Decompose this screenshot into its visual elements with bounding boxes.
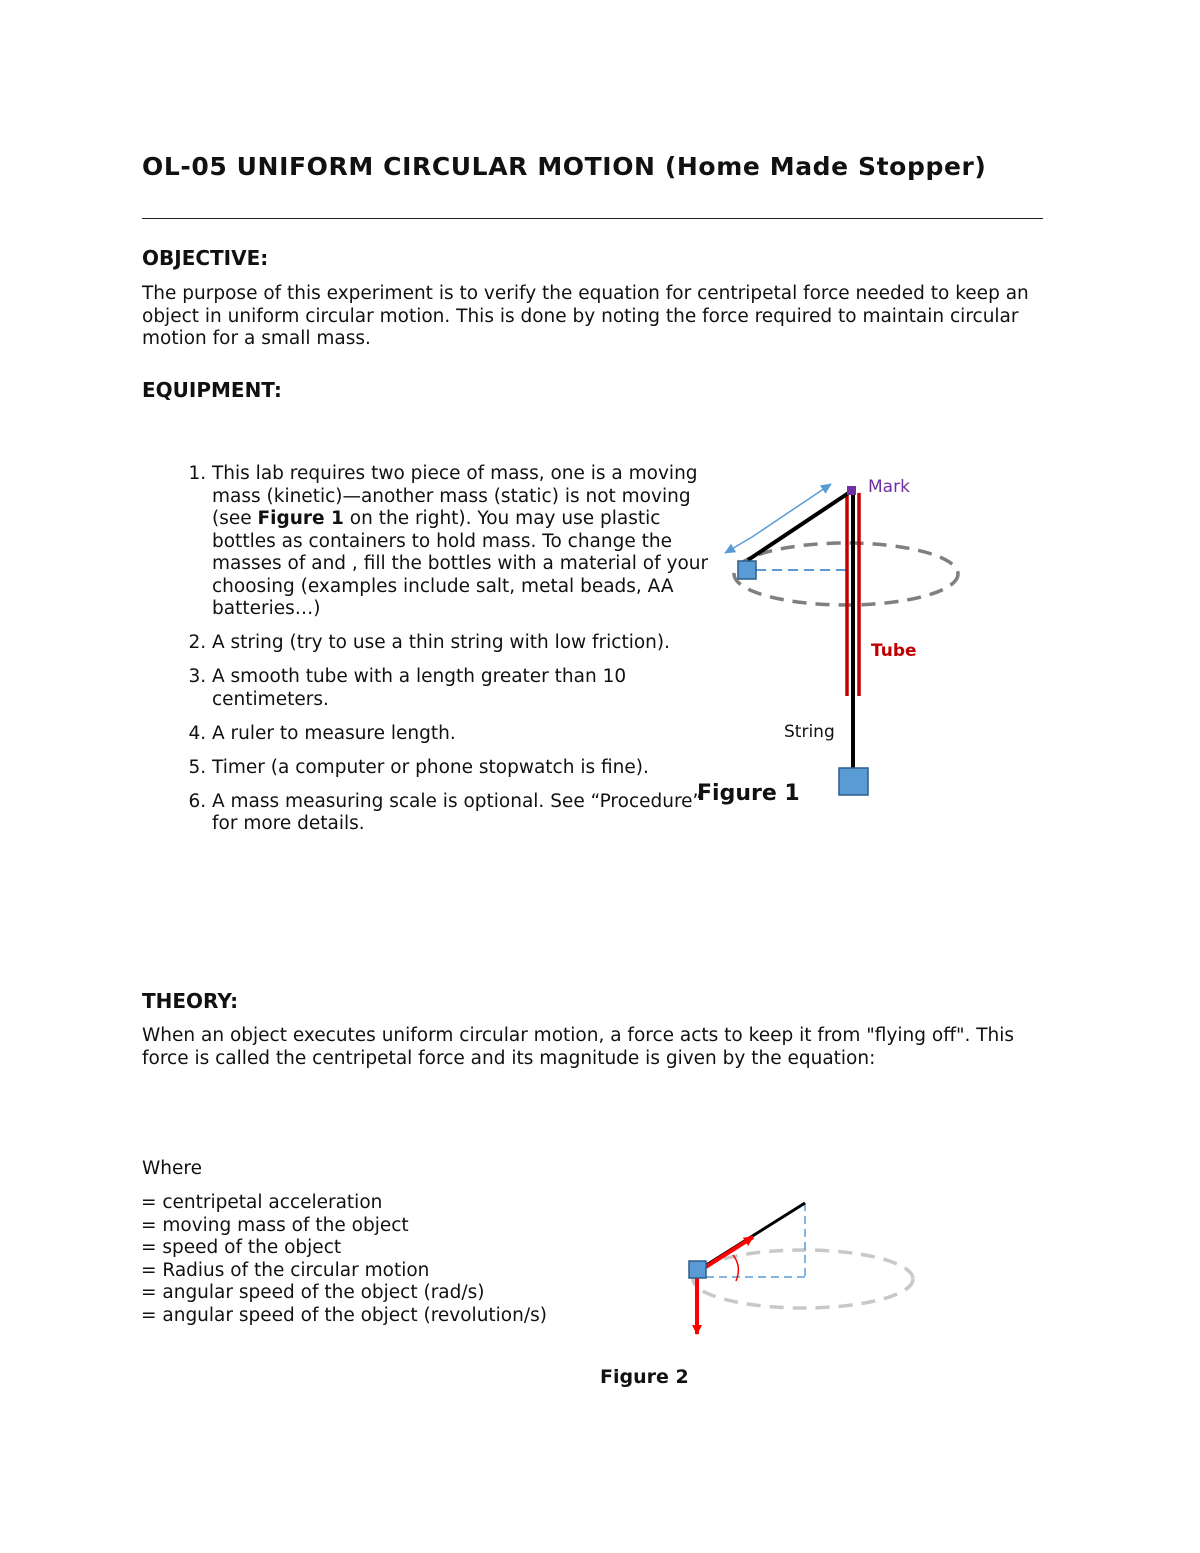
tension-arrow [701,1237,753,1270]
equipment-item-text: on the right). You may use plastic bottles as containers to hold mass. To change the masses of and , fill the bottles with a material of your choosing (examples include salt, metal beads, AA batteries…) [212,508,709,619]
equipment-list [140,463,712,847]
definitions-list [141,1192,561,1327]
moving-mass [689,1261,706,1278]
string-diagonal [748,490,853,560]
equipment-item: 3. A smooth tube with a length greater than 10 centimeters. [212,666,712,711]
definition-item: = angular speed of the object (revolution/s) [141,1304,547,1326]
length-arrow-lower [725,537,752,553]
where-label: Where [142,1158,202,1179]
page-title: OL-05 UNIFORM CIRCULAR MOTION (Home Made Stopper) [142,152,987,181]
label-tube: Tube [871,641,917,661]
objective-text: The purpose of this experiment is to verify the equation for centripetal force needed to keep an object in uniform circular motion. This is done by noting the force required to maintain circular motion for a small mass. [142,283,1029,349]
moving-mass [738,561,756,579]
equipment-item: 5. Timer (a computer or phone stopwatch is fine). [212,757,712,780]
equipment-item [212,463,712,621]
equipment-item: 4. A ruler to measure length. [212,723,712,746]
figure1-caption: Figure 1 [697,781,800,806]
definition-item: = moving mass of the object [141,1214,409,1236]
equipment-item: 2. A string (try to use a thin string with low friction). [212,632,712,655]
objective-heading: OBJECTIVE: [142,246,269,270]
figure1-diagram [690,465,990,825]
theory-text: When an object executes uniform circular motion, a force acts to keep it from "flying off". This force is called the centripetal force and its magnitude is given by the equation: [142,1025,1015,1069]
figure-reference: Figure 1 [257,508,344,529]
mark-point [847,486,856,495]
definition-item: = centripetal acceleration [141,1192,383,1213]
equipment-item: 6. A mass measuring scale is optional. See “Procedure” for more details. [212,791,712,836]
title-divider [142,218,1043,219]
label-string: String [784,722,835,742]
equipment-item-text: This lab requires two piece of mass, one is a moving mass (kinetic)—another mass (static) is not moving (see [212,463,698,529]
hanging-mass [839,768,868,795]
figure2-diagram [680,1195,930,1345]
theory-heading: THEORY: [142,989,239,1013]
definition-item: = speed of the object [141,1237,342,1258]
equipment-heading: EQUIPMENT: [142,378,282,402]
definition-item: = angular speed of the object (rad/s) [141,1282,485,1303]
label-mark: Mark [868,477,910,497]
orbit-ellipse [693,1250,913,1308]
definition-item: = Radius of the circular motion [141,1259,430,1281]
figure2-caption: Figure 2 [600,1366,689,1388]
